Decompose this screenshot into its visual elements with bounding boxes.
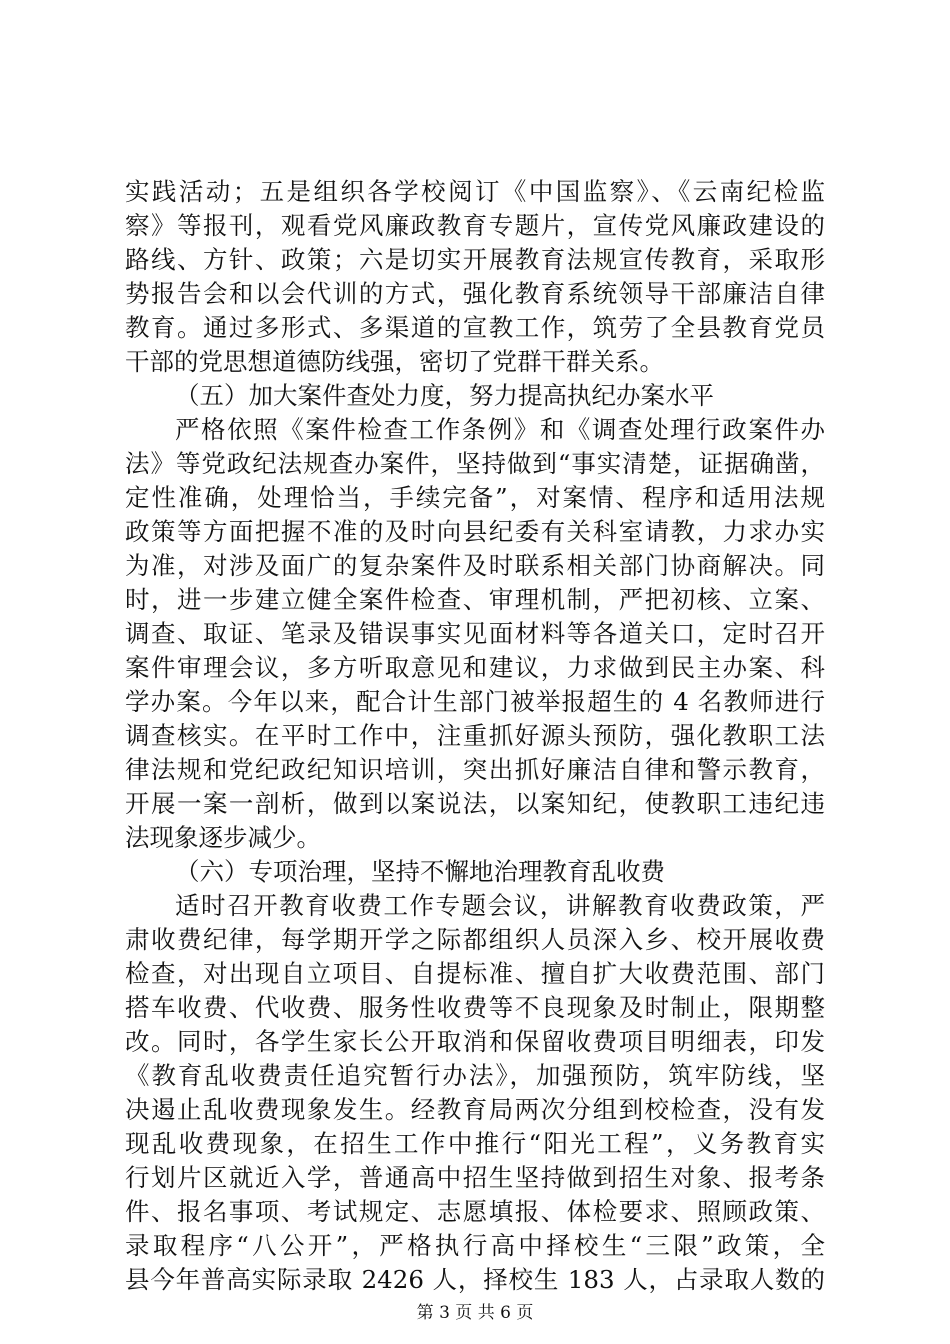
body-text-line: 调查、取证、笔录及错误事实见面材料等各道关口，定时召开 — [125, 619, 825, 648]
body-text-line: 为准，对涉及面广的复杂案件及时联系相关部门协商解决。同 — [125, 551, 825, 580]
body-text-line: 时，进一步建立健全案件检查、审理机制，严把初核、立案、 — [125, 585, 825, 614]
body-text-line: 学办案。今年以来，配合计生部门被举报超生的 4 名教师进行 — [125, 687, 825, 716]
body-text-line: 搭车收费、代收费、服务性收费等不良现象及时制止，限期整 — [125, 993, 825, 1022]
body-text-line: 律法规和党纪政纪知识培训，突出抓好廉洁自律和警示教育， — [125, 755, 825, 784]
body-text-line: 干部的党思想道德防线强，密切了党群干群关系。 — [125, 347, 664, 376]
body-text-line: 调查核实。在平时工作中，注重抓好源头预防，强化教职工法 — [125, 721, 825, 750]
body-text-line: 案件审理会议，多方听取意见和建议，力求做到民主办案、科 — [125, 653, 825, 682]
body-text-line: 录取程序“八公开”，严格执行高中择校生“三限”政策，全 — [125, 1231, 825, 1260]
page-number-footer: 第 3 页 共 6 页 — [416, 1303, 534, 1323]
body-text-line: 检查，对出现自立项目、自提标准、擅自扩大收费范围、部门 — [125, 959, 825, 988]
body-text-line: 势报告会和以会代训的方式，强化教育系统领导干部廉洁自律 — [125, 279, 825, 308]
paragraph-first-line: 适时召开教育收费工作专题会议，讲解教育收费政策，严 — [175, 891, 825, 920]
section-heading: （六）专项治理，坚持不懈地治理教育乱收费 — [175, 857, 665, 886]
body-text-line: 定性准确，处理恰当，手续完备”，对案情、程序和适用法规 — [125, 483, 825, 512]
section-heading: （五）加大案件查处力度，努力提高执纪办案水平 — [175, 381, 714, 410]
body-text-line: 实践活动；五是组织各学校阅订《中国监察》、《云南纪检监 — [125, 177, 825, 206]
body-text-line: 《教育乱收费责任追究暂行办法》，加强预防，筑牢防线，坚 — [125, 1061, 825, 1090]
body-text-line: 法》等党政纪法规查办案件，坚持做到“事实清楚，证据确凿， — [125, 449, 825, 478]
body-text-line: 决遏止乱收费现象发生。经教育局两次分组到校检查，没有发 — [125, 1095, 825, 1124]
paragraph-first-line: 严格依照《案件检查工作条例》和《调查处理行政案件办 — [175, 415, 825, 444]
body-text-line: 察》等报刊，观看党风廉政教育专题片，宣传党风廉政建设的 — [125, 211, 825, 240]
body-text-line: 县今年普高实际录取 2426 人，择校生 183 人，占录取人数的 — [125, 1265, 825, 1294]
body-text-line: 肃收费纪律，每学期开学之际都组织人员深入乡、校开展收费 — [125, 925, 825, 954]
body-text-line: 改。同时，各学生家长公开取消和保留收费项目明细表，印发 — [125, 1027, 825, 1056]
body-text-line: 法现象逐步减少。 — [125, 823, 321, 852]
body-text-line: 开展一案一剖析，做到以案说法，以案知纪，使教职工违纪违 — [125, 789, 825, 818]
body-text-line: 现乱收费现象，在招生工作中推行“阳光工程”，义务教育实 — [125, 1129, 825, 1158]
body-text-line: 政策等方面把握不准的及时向县纪委有关科室请教，力求办实 — [125, 517, 825, 546]
body-text-line: 件、报名事项、考试规定、志愿填报、体检要求、照顾政策、 — [125, 1197, 825, 1226]
body-text-line: 路线、方针、政策；六是切实开展教育法规宣传教育，采取形 — [125, 245, 825, 274]
body-text-line: 行划片区就近入学，普通高中招生坚持做到招生对象、报考条 — [125, 1163, 825, 1192]
body-text-line: 教育。通过多形式、多渠道的宣教工作，筑劳了全县教育党员 — [125, 313, 825, 342]
